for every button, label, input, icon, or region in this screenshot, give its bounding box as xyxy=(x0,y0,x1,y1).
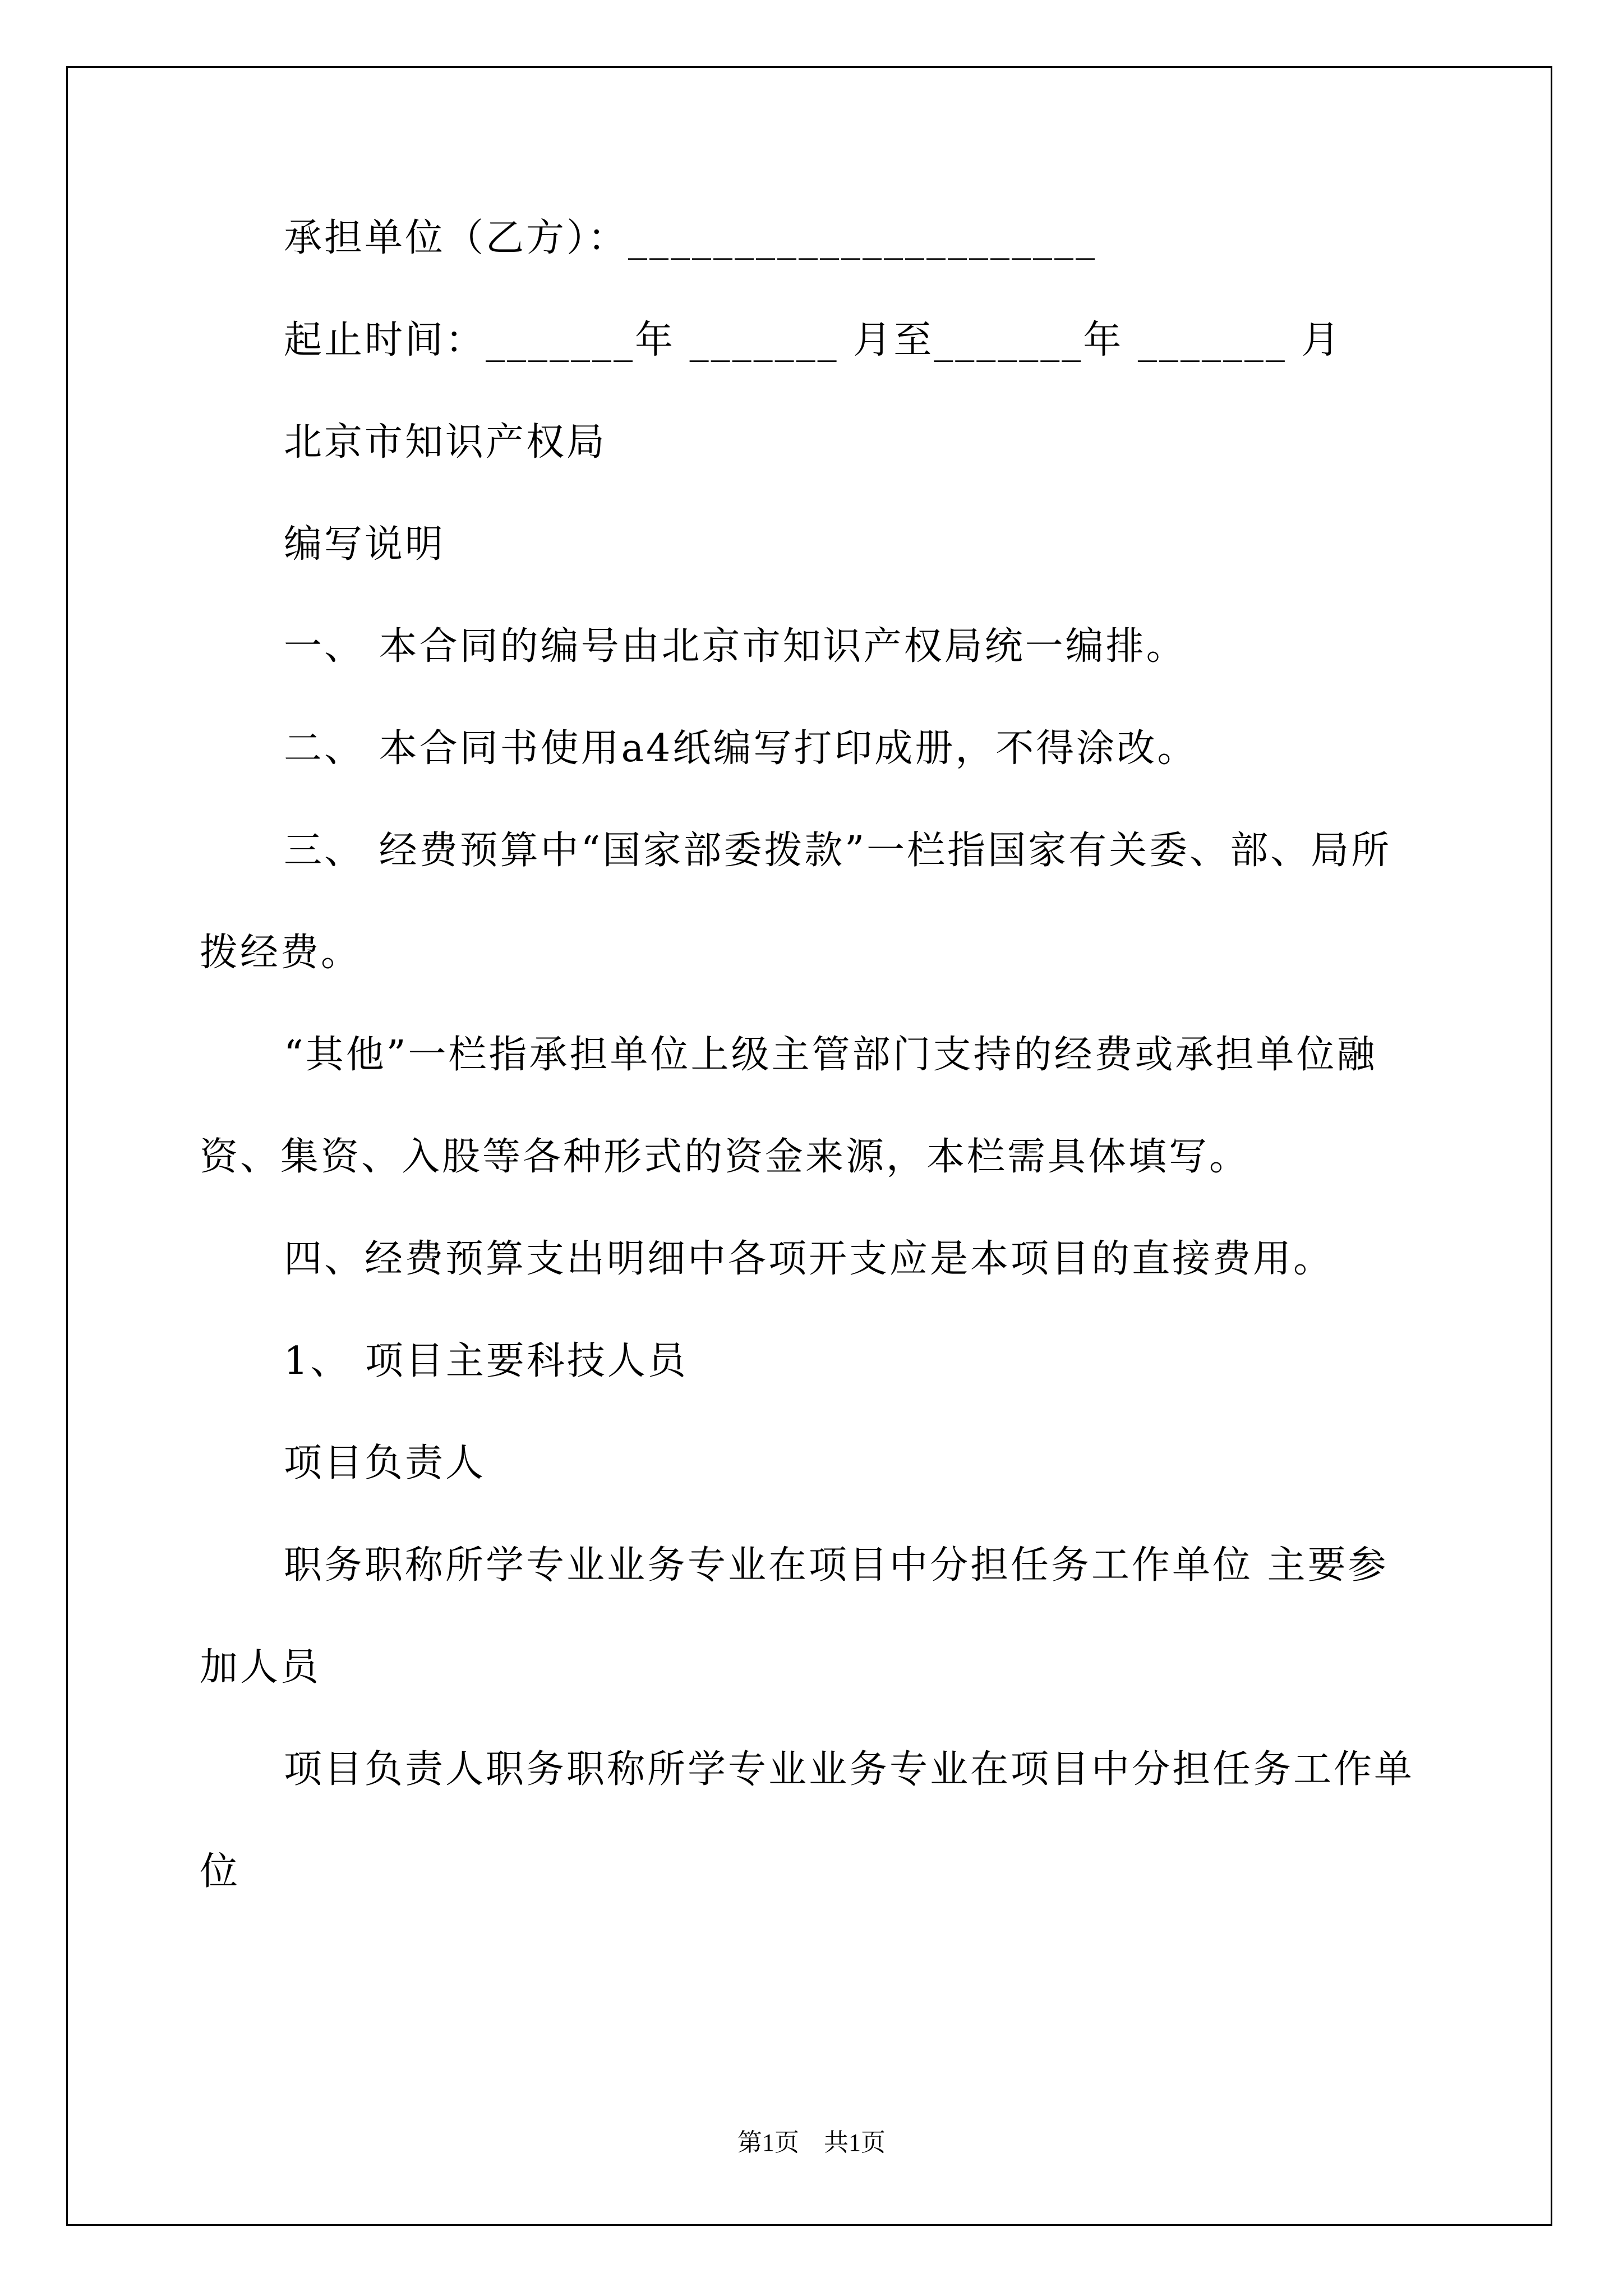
member-columns-line: 项目负责人职务职称所学专业业务专业在项目中分担任务工作单 xyxy=(284,1747,1415,1792)
other-note: “其他”一栏指承担单位上级主管部门支持的经费或承担单位融 xyxy=(284,1033,1377,1077)
section-heading: 编写说明 xyxy=(284,522,446,567)
staff-section-title: 1、 项目主要科技人员 xyxy=(284,1339,688,1383)
contractor-line: 承担单位（乙方）：______________________ xyxy=(284,216,1098,260)
issuer-line: 北京市知识产权局 xyxy=(284,420,607,464)
instruction-item-4: 四、经费预算支出明细中各项开支应是本项目的直接费用。 xyxy=(284,1237,1334,1281)
member-columns-cont: 位 xyxy=(200,1849,241,1894)
leader-columns-cont: 加人员 xyxy=(200,1645,321,1690)
instruction-item-3: 三、 经费预算中“国家部委拨款”一栏指国家有关委、部、局所 xyxy=(284,829,1392,873)
period-line: 起止时间：_______年 _______ 月至_______年 _______ 月 xyxy=(284,318,1342,362)
leader-columns-line: 职务职称所学专业业务专业在项目中分担任务工作单位 主要参 xyxy=(284,1543,1389,1588)
project-leader-label: 项目负责人 xyxy=(284,1441,486,1485)
page-number: 第1页 共1页 xyxy=(737,2129,886,2156)
instruction-item-2: 二、 本合同书使用a4纸编写打印成册，不得涂改。 xyxy=(284,726,1198,771)
instruction-item-1: 一、 本合同的编号由北京市知识产权局统一编排。 xyxy=(284,624,1187,669)
other-note-cont: 资、集资、入股等各种形式的资金来源，本栏需具体填写。 xyxy=(200,1135,1250,1179)
instruction-item-3-cont: 拨经费。 xyxy=(200,931,362,975)
